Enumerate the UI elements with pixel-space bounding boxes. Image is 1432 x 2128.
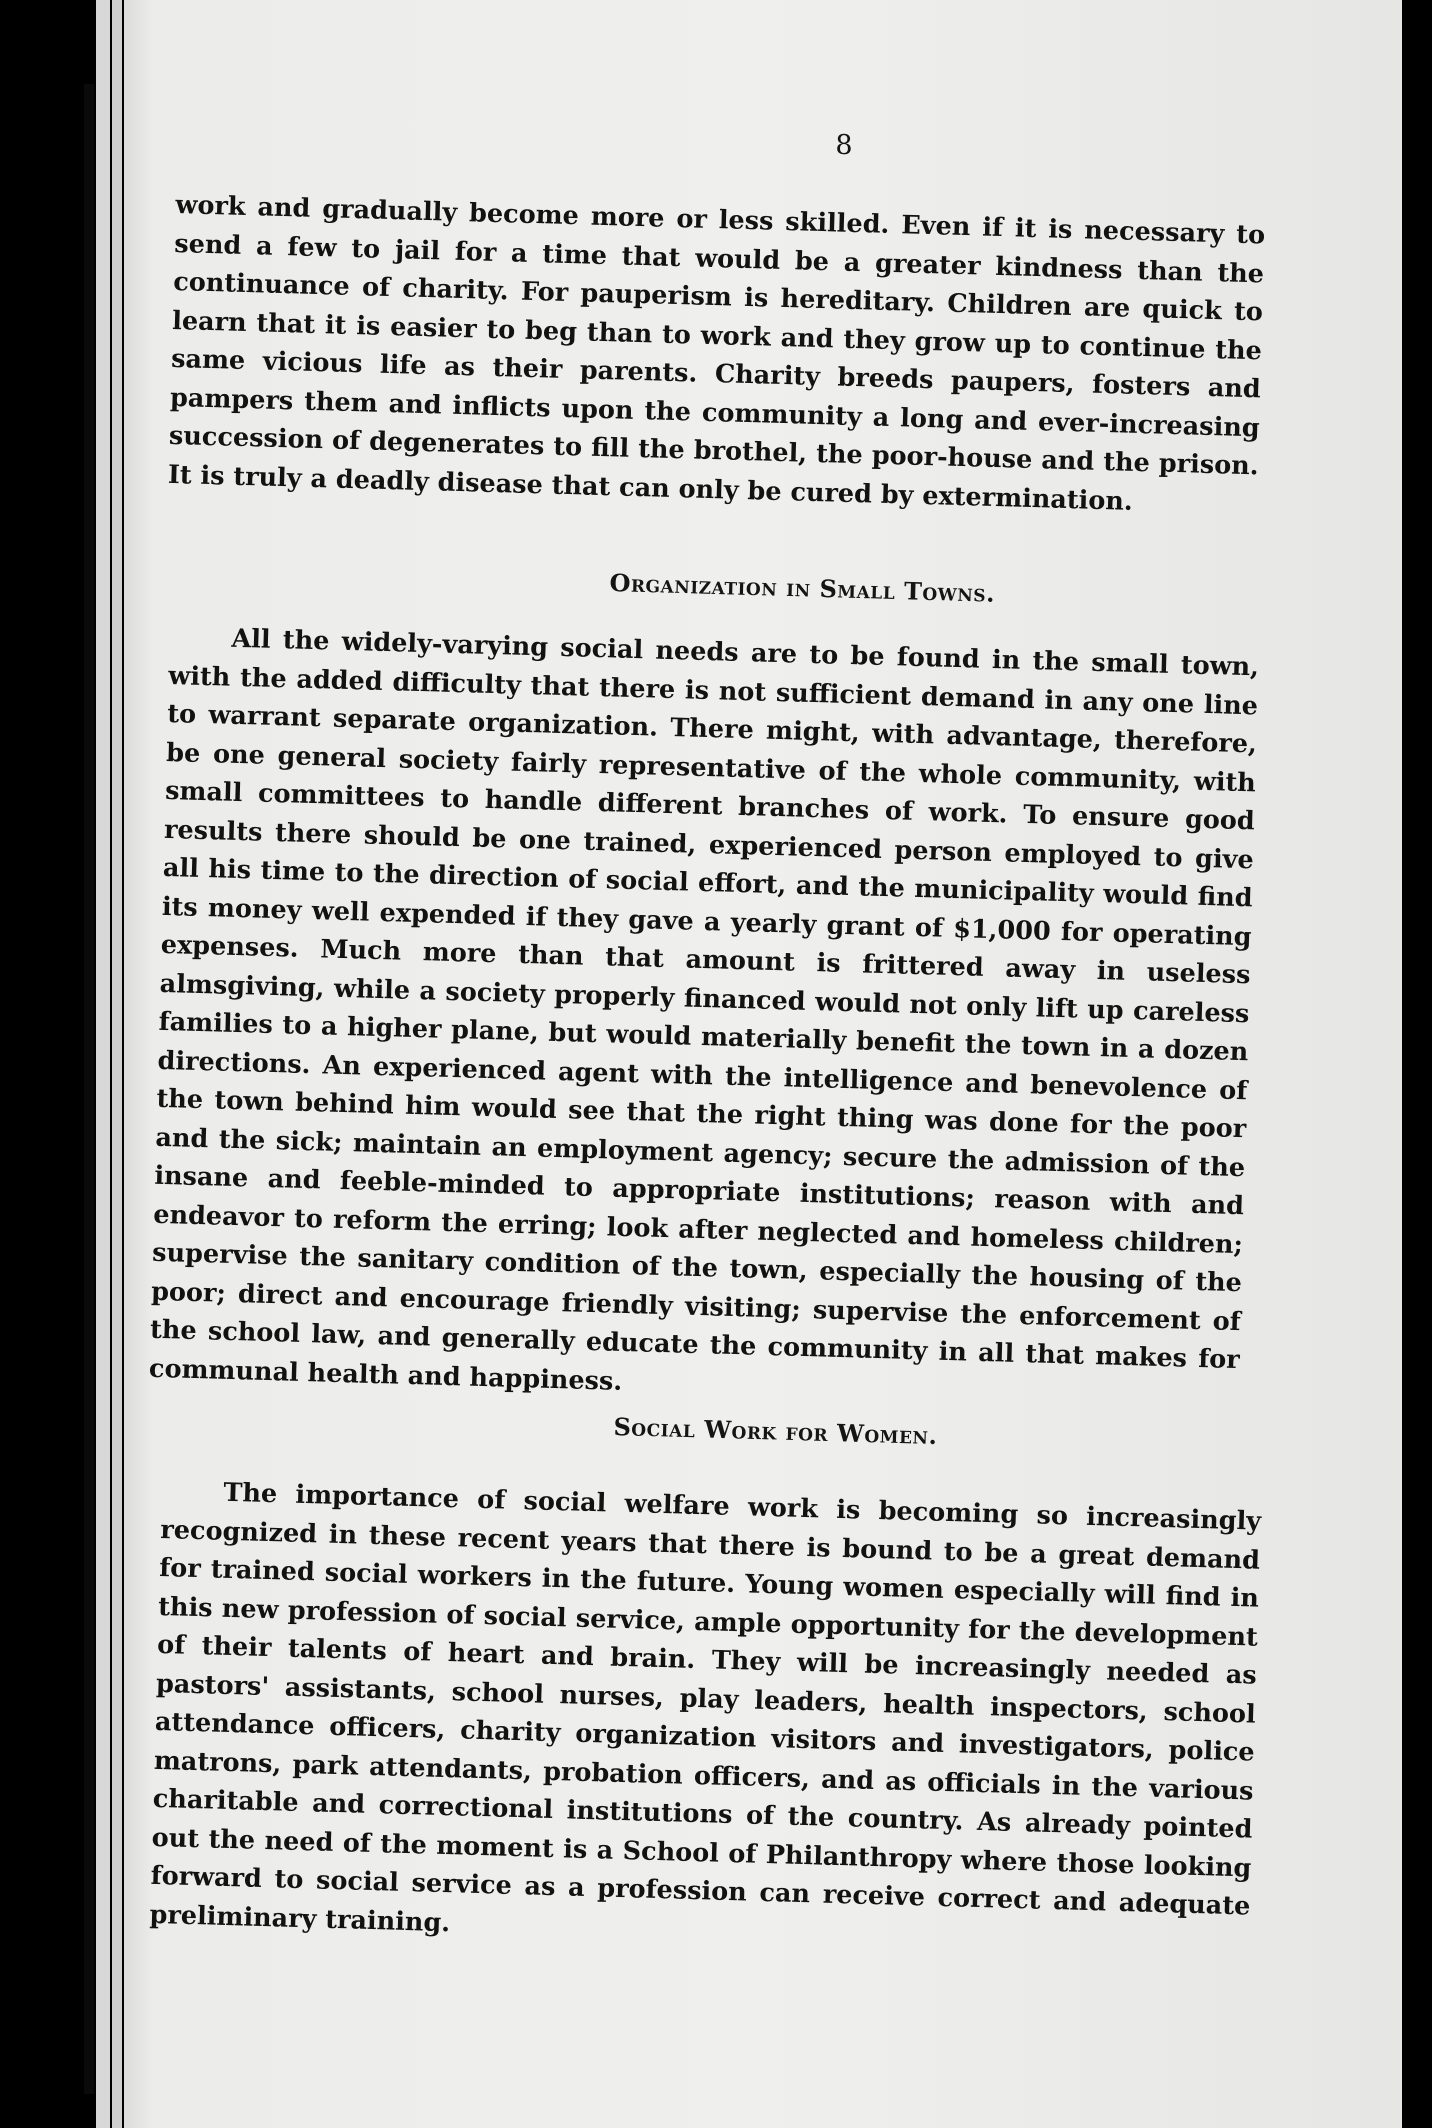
page-number: 8 <box>835 130 853 161</box>
small-towns-paragraph-block <box>149 618 1260 1418</box>
section-heading-social-work-women: Social Work for Women. <box>613 1412 938 1451</box>
page-edge-stack <box>96 0 110 2128</box>
section-heading-small-towns: Organization in Small Towns. <box>609 568 996 608</box>
small-towns-paragraph: All the widely-varying social needs are to be found in the small town, with the added difficulty that there is not sufficient demand in any one line to warrant separate organization. There might, with advantage, therefore, be one general society fairly representative of the whole community, with small committees to handle different branches of work. To ensure good results there should be one trained, experienced person employed to give all his time to the direction of social effort, and the municipality would find its money well expended if they gave a yearly grant of $1,000 for operating expenses. Much more than that amount is frittered away in useless almsgiving, while a society properly financed would not only lift up careless families to a higher plane, but would materially benefit the town in a dozen directions. An experienced agent with the intelligence and benevolence of the town behind him would see that the right thing was done for the poor and the sick; maintain an employment agency; secure the admission of the insane and feeble-minded to appropriate institutions; reason with and endeavor to reform the erring; look after neglected and homeless children; supervise the sanitary condition of the town, especially the housing of the poor; direct and encourage friendly visiting; supervise the enforcement of the school law, and generally educate the community in all that makes for communal health and happiness. <box>148 623 1260 1397</box>
women-paragraph-block <box>149 1472 1261 1965</box>
page-edge-stack-inner <box>112 0 122 2128</box>
binding-shadow <box>84 84 94 2094</box>
intro-paragraph-block <box>167 186 1265 524</box>
intro-paragraph: work and gradually become more or less skilled. Even if it is necessary to send a few to jail for a time that would be a greater kindness than the continuance of charity. For pauperism is hereditary. Children are quick to learn that it is easier to beg than to work and they grow up to continue the same vicious life as their parents. Charity breeds paupers, fosters and pampers them and inflicts upon the community a long and ever-increasing succession of degenerates to fill the brothel, the poor-house and the prison. It is truly a deadly disease that can only be cured by extermination. <box>167 189 1266 517</box>
women-paragraph: The importance of social welfare work is becoming so increasingly recognized in these recent years that there is bound to be a great demand for trained social workers in the future. Young women especially will find in this new profession of social service, ample opportunity for the development of their talents of heart and brain. They will be increasingly needed as pastors' assistants, school nurses, play leaders, health inspectors, school attendance officers, charity organization visitors and investigators, police matrons, park attendants, probation officers, and as officials in the various charitable and correctional institutions of the country. As already pointed out the need of the moment is a School of Philanthropy where those looking forward to social service as a profession can receive correct and adequate preliminary training. <box>149 1477 1262 1938</box>
